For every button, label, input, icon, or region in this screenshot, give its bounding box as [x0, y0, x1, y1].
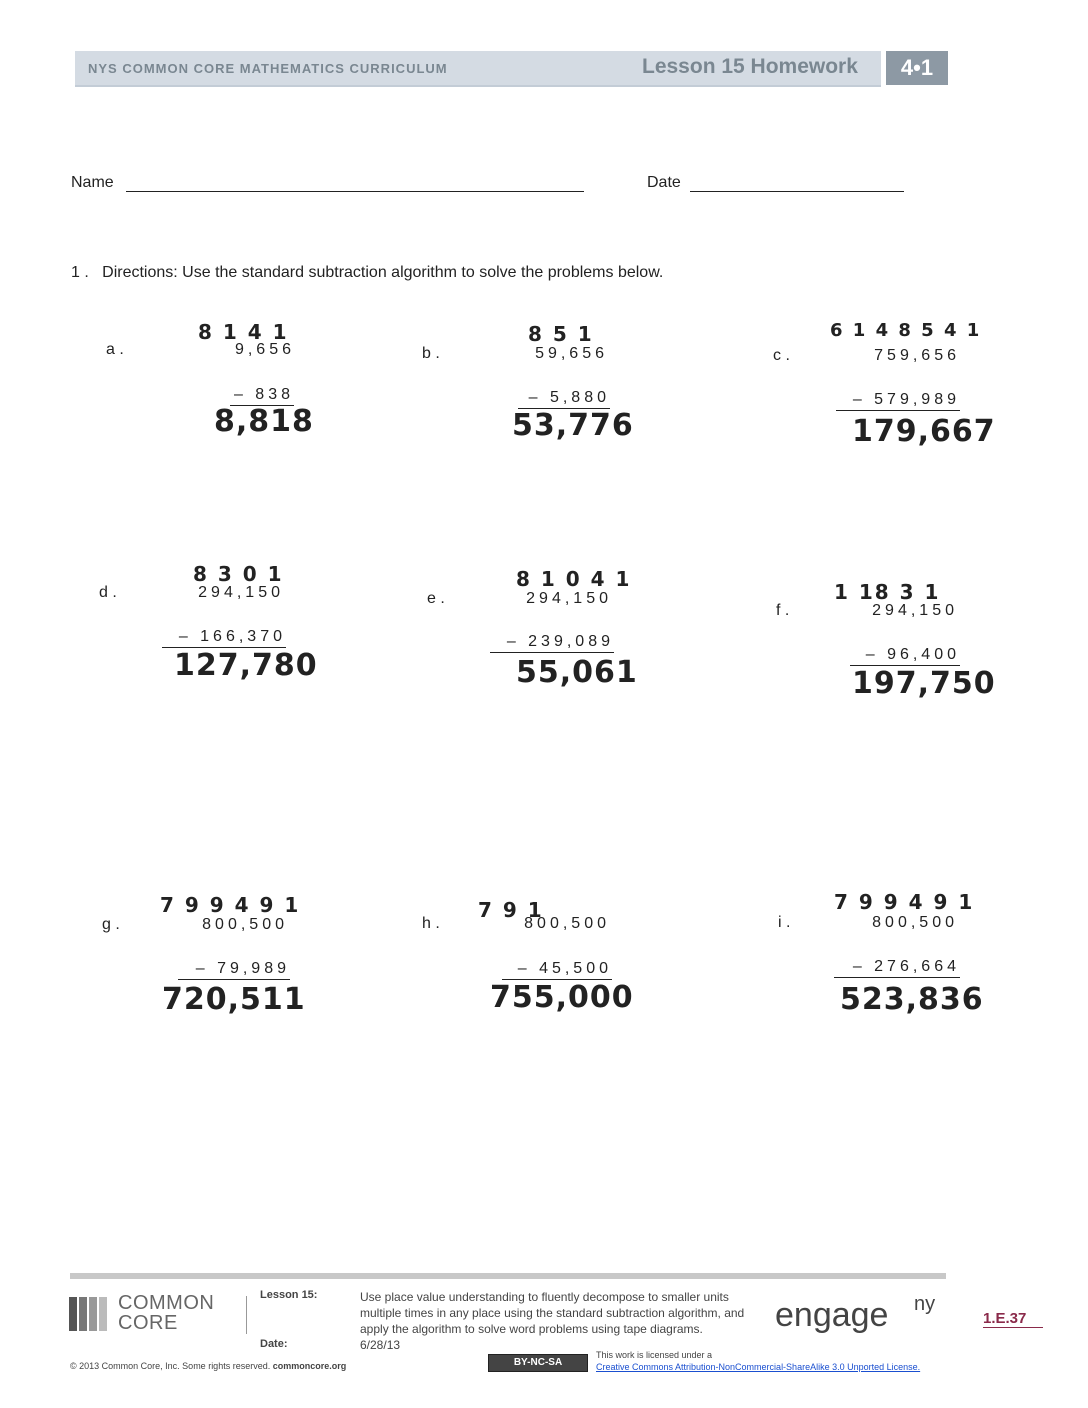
lesson-description: Use place value understanding to fluently decompose to smaller units multiple times in any place using the standard subtraction algorithm, and apply the algorithm to solve word problems using tape diagrams.	[360, 1290, 745, 1336]
copyright	[70, 1361, 346, 1371]
answer: 523,836	[840, 982, 984, 1017]
name-line[interactable]	[126, 191, 584, 192]
regroup-marks: 1 18 3 1	[834, 580, 941, 604]
date-footer-label: Date:	[260, 1338, 288, 1350]
directions	[71, 264, 663, 282]
minuend: 294,150	[198, 584, 284, 601]
regroup-marks: 8 5 1	[528, 322, 594, 346]
subtrahend: – 166,370	[162, 628, 286, 648]
subtrahend: – 96,400	[850, 646, 960, 666]
footer-divider	[246, 1296, 247, 1334]
common-core-logo: COMMON CORE	[118, 1292, 215, 1334]
directions-text: Directions: Use the standard subtraction algorithm to solve the problems below.	[102, 264, 664, 281]
regroup-marks: 8 1 4 1	[198, 320, 289, 344]
answer: 179,667	[852, 414, 996, 449]
copyright-site[interactable]: commoncore.org	[272, 1361, 347, 1371]
subtrahend: – 45,500	[502, 960, 612, 980]
minuend: 800,500	[524, 915, 610, 932]
name-label: Name	[71, 174, 114, 191]
subtrahend: – 5,880	[518, 389, 610, 409]
license-text: This work is licensed under a	[596, 1350, 713, 1360]
answer: 53,776	[512, 408, 634, 443]
minuend: 59,656	[535, 345, 608, 362]
minuend: 759,656	[874, 347, 960, 364]
module-badge: 4•1	[886, 51, 948, 85]
problem-label: b .	[422, 345, 440, 362]
problem-label: e .	[427, 590, 445, 607]
minuend: 9,656	[234, 341, 295, 358]
subtrahend: – 239,089	[490, 633, 614, 653]
engageny-logo: engage	[775, 1296, 889, 1334]
subtrahend: – 79,989	[178, 960, 290, 980]
answer: 720,511	[162, 982, 306, 1017]
problem-label: h .	[422, 915, 440, 932]
engageny-logo-sup: ny	[914, 1293, 936, 1315]
problem-label: d .	[99, 584, 117, 601]
lesson-label: Lesson 15:	[260, 1289, 318, 1301]
minuend: 294,150	[526, 590, 612, 607]
license-link[interactable]: Creative Commons Attribution-NonCommercial-ShareAlike 3.0 Unported License.	[596, 1362, 921, 1372]
date-line[interactable]	[690, 191, 904, 192]
problem-label: c .	[773, 347, 790, 364]
problem-label: i .	[778, 914, 791, 931]
regroup-marks: 8 3 0 1	[193, 562, 284, 586]
regroup-marks: 7 9 1	[478, 898, 544, 922]
answer: 197,750	[852, 666, 996, 701]
answer: 55,061	[516, 655, 638, 690]
page-number: 1.E.37	[983, 1310, 1043, 1328]
regroup-marks: 6 1 4 8 5 4 1	[830, 320, 982, 341]
copyright-text: © 2013 Common Core, Inc. Some rights reserved.	[70, 1361, 271, 1371]
footer-bar	[70, 1273, 946, 1279]
answer: 8,818	[214, 404, 314, 439]
regroup-marks: 7 9 9 4 9 1	[834, 890, 975, 914]
subtrahend: – 838	[230, 386, 294, 406]
cc-license-badge: BY-NC-SA	[488, 1354, 588, 1372]
common-core-logo-icon	[69, 1297, 113, 1336]
lesson-title: Lesson 15 Homework	[642, 55, 858, 78]
minuend: 294,150	[872, 602, 958, 619]
question-number: 1 .	[71, 264, 89, 281]
date-label: Date	[647, 174, 681, 191]
subtrahend: – 579,989	[836, 391, 960, 411]
regroup-marks: 7 9 9 4 9 1	[160, 893, 301, 917]
date-footer-value: 6/28/13	[360, 1338, 401, 1352]
problem-label: f .	[776, 602, 790, 619]
subtrahend: – 276,664	[834, 958, 960, 978]
minuend: 800,500	[872, 914, 958, 931]
curriculum-title: NYS COMMON CORE MATHEMATICS CURRICULUM	[88, 61, 448, 76]
minuend: 800,500	[202, 916, 288, 933]
regroup-marks: 8 1 0 4 1	[516, 567, 632, 591]
problem-label: g .	[102, 916, 120, 933]
problem-label: a .	[106, 341, 124, 358]
answer: 755,000	[490, 980, 634, 1015]
answer: 127,780	[174, 648, 318, 683]
